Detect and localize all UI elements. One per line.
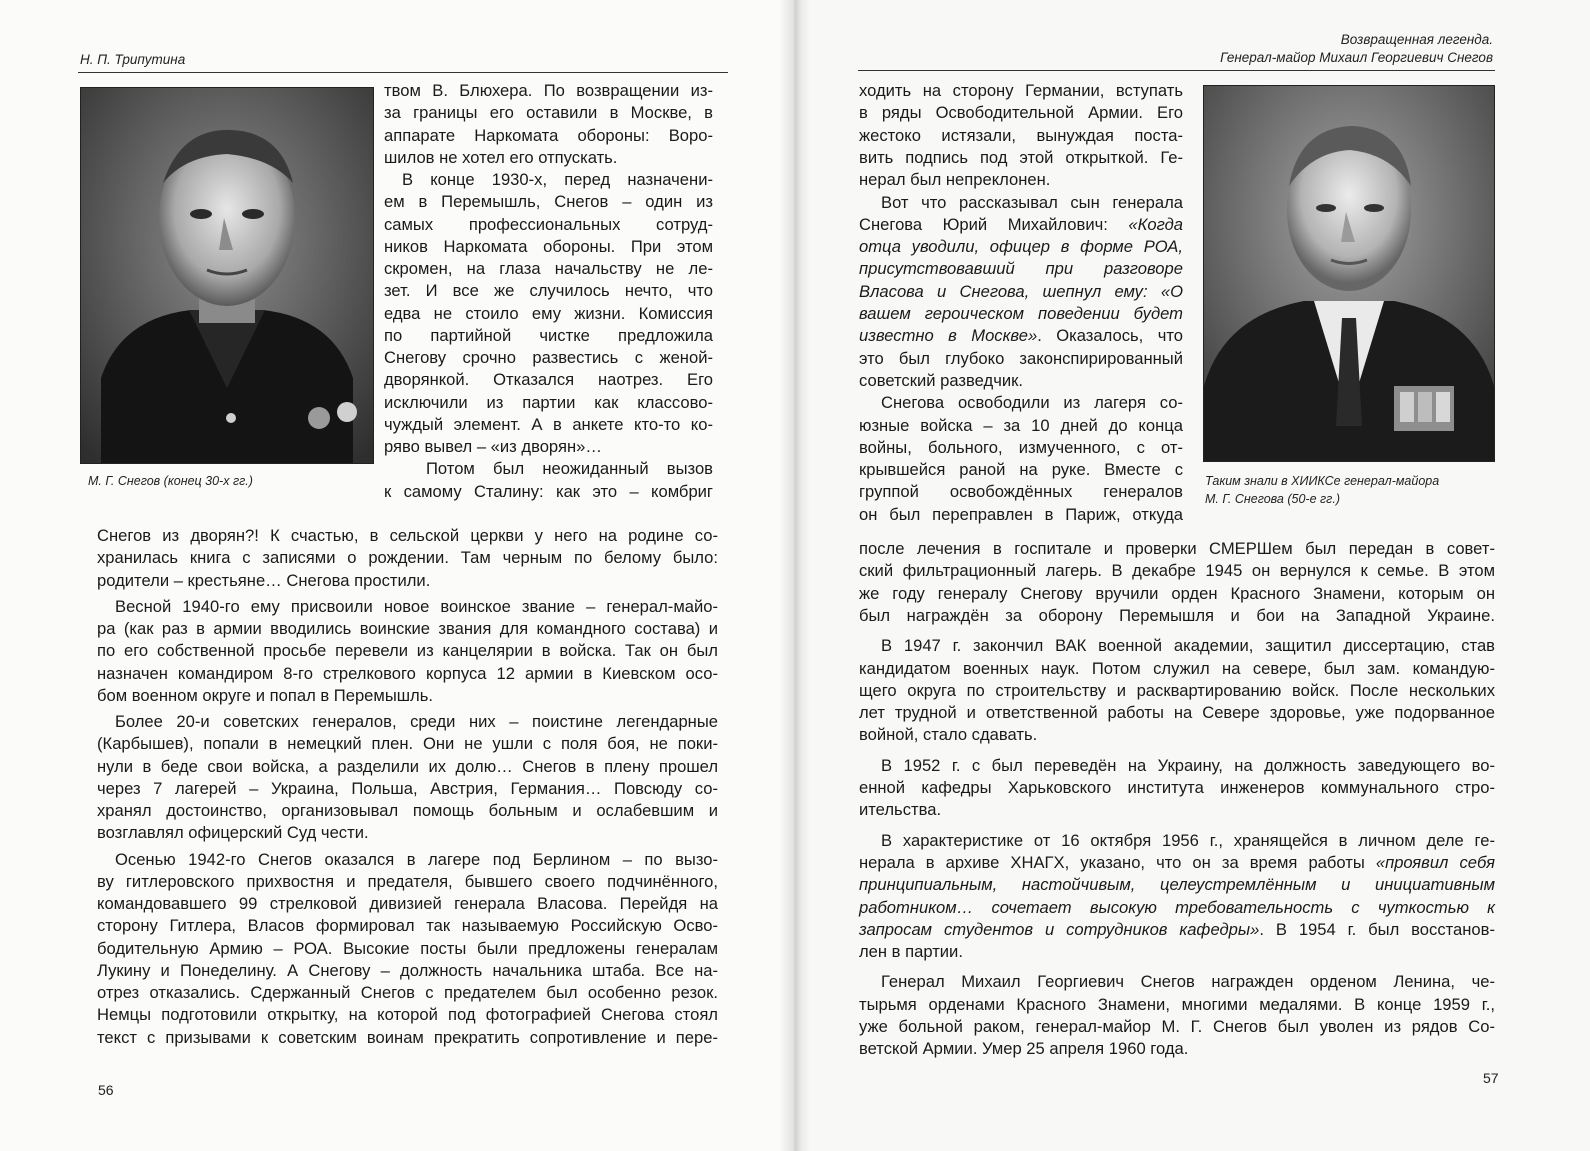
text-line: в ряды Освободительной Армии. Его	[859, 103, 1183, 123]
page-number: 56	[98, 1082, 114, 1098]
text-line: чуждый элемент. А в анкете кто-то ко-	[384, 414, 713, 434]
text-line: едва не стоило ему жизни. Комиссия	[384, 303, 713, 323]
running-header-title: Возвращенная легенда.	[1340, 32, 1493, 47]
text-line: крывшейся раной на руке. Вместе с	[859, 460, 1183, 480]
text-line: Немцы подготовили открытку, на которой под фотографией Снегова стоял	[97, 1005, 718, 1025]
text-line: после лечения в госпитале и проверки СМЕРШем был передан в совет-	[859, 539, 1495, 558]
text-line: лет трудной и ответственной работы на Севере здоровье, уже подорванное	[859, 703, 1495, 723]
text-line: В конце 1930-х, перед назначени-	[402, 170, 713, 189]
text-line: принципиальным, настойчивым, целеустремлённым и инициативным	[859, 875, 1495, 895]
text-line: щего округа по строительству и расквартированию войск. После нескольких	[859, 680, 1495, 700]
text-line: дворянкой. Отказался наотрез. Его	[384, 370, 713, 390]
text-line: назначен командиром 8-го стрелкового корпуса 12 армии в Киевском осо-	[97, 663, 718, 683]
text-line: Власова и Снегова, шепнул ему: «О	[859, 281, 1183, 301]
text-line: ский фильтрационный лагерь. В декабре 1945 он вернулся к семье. В этом	[859, 561, 1495, 581]
text-line: бом военном округе и попал в Перемышль.	[97, 685, 433, 705]
text-line: В 1947 г. закончил ВАК военной академии, защитил диссертацию, став	[881, 636, 1495, 656]
text-line: Весной 1940-го ему присвоили новое воинское звание – генерал-майо-	[115, 596, 718, 616]
text-line: аппарате Наркомата обороны: Воро-	[384, 125, 713, 145]
portrait-photo-1950s	[1203, 85, 1495, 462]
text-line: по его собственной просьбе перевели из канцелярии в войска. Так он был	[97, 641, 718, 661]
text-line: юзные войска – за 10 дней до конца	[859, 415, 1183, 435]
text-line: В характеристике от 16 октября 1956 г., хранящейся в личном деле ге-	[881, 830, 1495, 850]
text-line: группой освобождённых генералов	[859, 482, 1183, 502]
text-line: В 1952 г. с был переведён на Украину, на должность заведующего во-	[881, 755, 1495, 775]
text-line: возглавлял офицерский Суд чести.	[97, 823, 369, 843]
text-line: известно в Москве». Оказалось, что	[859, 326, 1183, 346]
text-line: Снегова Юрий Михайлович: «Когда	[859, 214, 1183, 234]
text-line: родители – крестьяне… Снегова простили.	[97, 570, 431, 590]
text-line: жестоко истязали, вынуждая поста-	[859, 125, 1183, 145]
text-line: через 7 лагерей – Украина, Польша, Австрия, Германия… Повсюду со-	[97, 778, 718, 798]
text-line: енной кафедры Харьковского института инженеров коммунального стро-	[859, 778, 1495, 797]
text-line: сторону Гитлера, Власов формировал так называемую Российскую Осво-	[97, 916, 718, 936]
text-line: это был глубоко законспирированный	[859, 348, 1183, 368]
text-line: нерал был непреклонен.	[859, 170, 1051, 190]
text-line: запросам студентов и сотрудников кафедры». В 1954 г. был восстанов-	[859, 919, 1495, 939]
text-line: самых профессиональных сотруд-	[384, 214, 713, 234]
text-line: бодительную Армию – РОА. Высокие посты были предложены генералам	[97, 938, 718, 958]
text-line: лен в партии.	[859, 942, 963, 962]
text-line: ительства.	[859, 800, 942, 820]
text-line: вить подпись под этой открыткой. Ге-	[859, 147, 1183, 167]
text-line: шилов не хотел его отпускать.	[384, 147, 618, 167]
text-line: текст с призывами к советским воинам прекратить сопротивление и пере-	[97, 1027, 718, 1047]
text-line: советский разведчик.	[859, 370, 1023, 390]
text-line: Лукину и Понеделину. А Снегову – должность начальника штаба. Все на-	[97, 960, 718, 980]
text-line: за границы его оставили в Москве, в	[384, 103, 713, 123]
book-gutter-shadow	[780, 0, 810, 1151]
text-line: присутствовавший при разговоре	[859, 259, 1183, 279]
text-line: исключили из партии как классово-	[384, 392, 713, 412]
text-line: зет. И все же случилось нечто, что	[384, 281, 713, 301]
text-line: уже больной раком, генерал-майор М. Г. Снегов был уволен из рядов Со-	[859, 1017, 1495, 1036]
text-line: Снегов из дворян?! К счастью, в сельской церкви у него на родине со-	[97, 526, 718, 545]
photo-caption-line-2: М. Г. Снегова (50-е гг.)	[1205, 492, 1340, 506]
text-line: по партийной чистке предложила	[384, 325, 713, 345]
text-line: (Карбышев), попали в немецкий плен. Они не ушли с поля боя, не поки-	[97, 734, 718, 754]
header-rule	[858, 70, 1495, 71]
text-line: работником… сочетает высокую требовательность с чуткостью к	[859, 897, 1495, 917]
text-line: был награждён за оборону Перемышля и бои на Западной Украине.	[859, 605, 1495, 625]
text-line: Более 20-и советских генералов, среди них – поистине легендарные	[115, 712, 718, 731]
text-line: же году генералу Снегову вручили орден Красного Знамени, которым он	[859, 583, 1495, 603]
text-line: ветской Армии. Умер 25 апреля 1960 года.	[859, 1039, 1189, 1059]
text-line: твом В. Блюхера. По возвращении из-	[384, 81, 713, 100]
text-line: войны, больного, измученного, с от-	[859, 437, 1183, 457]
text-line: Генерал Михаил Георгиевич Снегов награжден орденом Ленина, че-	[881, 972, 1495, 992]
text-line: кандидатом военных наук. Потом служил на севере, был зам. командую-	[859, 658, 1495, 678]
text-line: хранилась книга с записями о рождении. Там черным по белому было:	[97, 548, 718, 568]
text-line: войной, стало сдавать.	[859, 725, 1038, 745]
text-line: Вот что рассказывал сын генерала	[881, 192, 1183, 212]
text-line: ников Наркомата обороны. При этом	[384, 236, 713, 256]
text-line: он был переправлен в Париж, откуда	[859, 504, 1183, 524]
right-page	[795, 0, 1590, 1151]
text-line: нерала в архиве ХНАГХ, указано, что он за время работы «проявил себя	[859, 852, 1495, 872]
photo-caption: М. Г. Снегов (конец 30-х гг.)	[88, 474, 253, 488]
text-line: ем в Перемышль, Снегов – один из	[384, 192, 713, 212]
text-line: Осенью 1942-го Снегов оказался в лагере под Берлином – по вызо-	[115, 849, 718, 869]
text-line: хранял достоинство, организовывал помощь больным и ослабевшим и	[97, 801, 718, 820]
text-line: к самому Сталину: как это – комбриг	[384, 481, 713, 501]
text-line: Снегову срочно развестись с женой-	[384, 348, 713, 367]
text-line: Потом был неожиданный вызов	[426, 459, 713, 479]
text-line: тырьмя орденами Красного Знамени, многими медалями. В конце 1959 г.,	[859, 994, 1495, 1014]
text-line: вашем героическом поведении будет	[859, 304, 1183, 323]
running-header-author: Н. П. Трипутина	[80, 52, 186, 67]
text-line: ра (как раз в армии вводились воинские звания для командного состава) и	[97, 619, 718, 638]
photo-caption-line-1: Таким знали в ХИИКСе генерал-майора	[1205, 474, 1440, 488]
page-number: 57	[1483, 1070, 1499, 1086]
text-line: нули в беде свои войска, а разделили их долю… Снегов в плену прошел	[97, 756, 718, 776]
running-header-subtitle: Генерал-майор Михаил Георгиевич Снегов	[1220, 50, 1493, 65]
text-line: отрез отказались. Сдержанный Снегов с предателем был особенно резок.	[97, 983, 718, 1002]
text-line: ходить на сторону Германии, вступать	[859, 81, 1183, 100]
text-line: отца уводили, офицер в форме РОА,	[859, 237, 1183, 257]
text-line: командовавшего 99 стрелковой дивизией генерала Власова. Перейдя на	[97, 894, 718, 913]
text-line: ряво вывел – «из дворян»…	[384, 437, 602, 456]
portrait-photo-1930s	[80, 87, 374, 464]
text-line: Снегова освободили из лагеря со-	[881, 393, 1183, 413]
header-rule	[78, 72, 728, 73]
text-line: скромен, на глаза начальству не ле-	[384, 259, 713, 278]
text-line: ву гитлеровского прихвостня и предателя, бывшего своего подчинённого,	[97, 871, 718, 891]
